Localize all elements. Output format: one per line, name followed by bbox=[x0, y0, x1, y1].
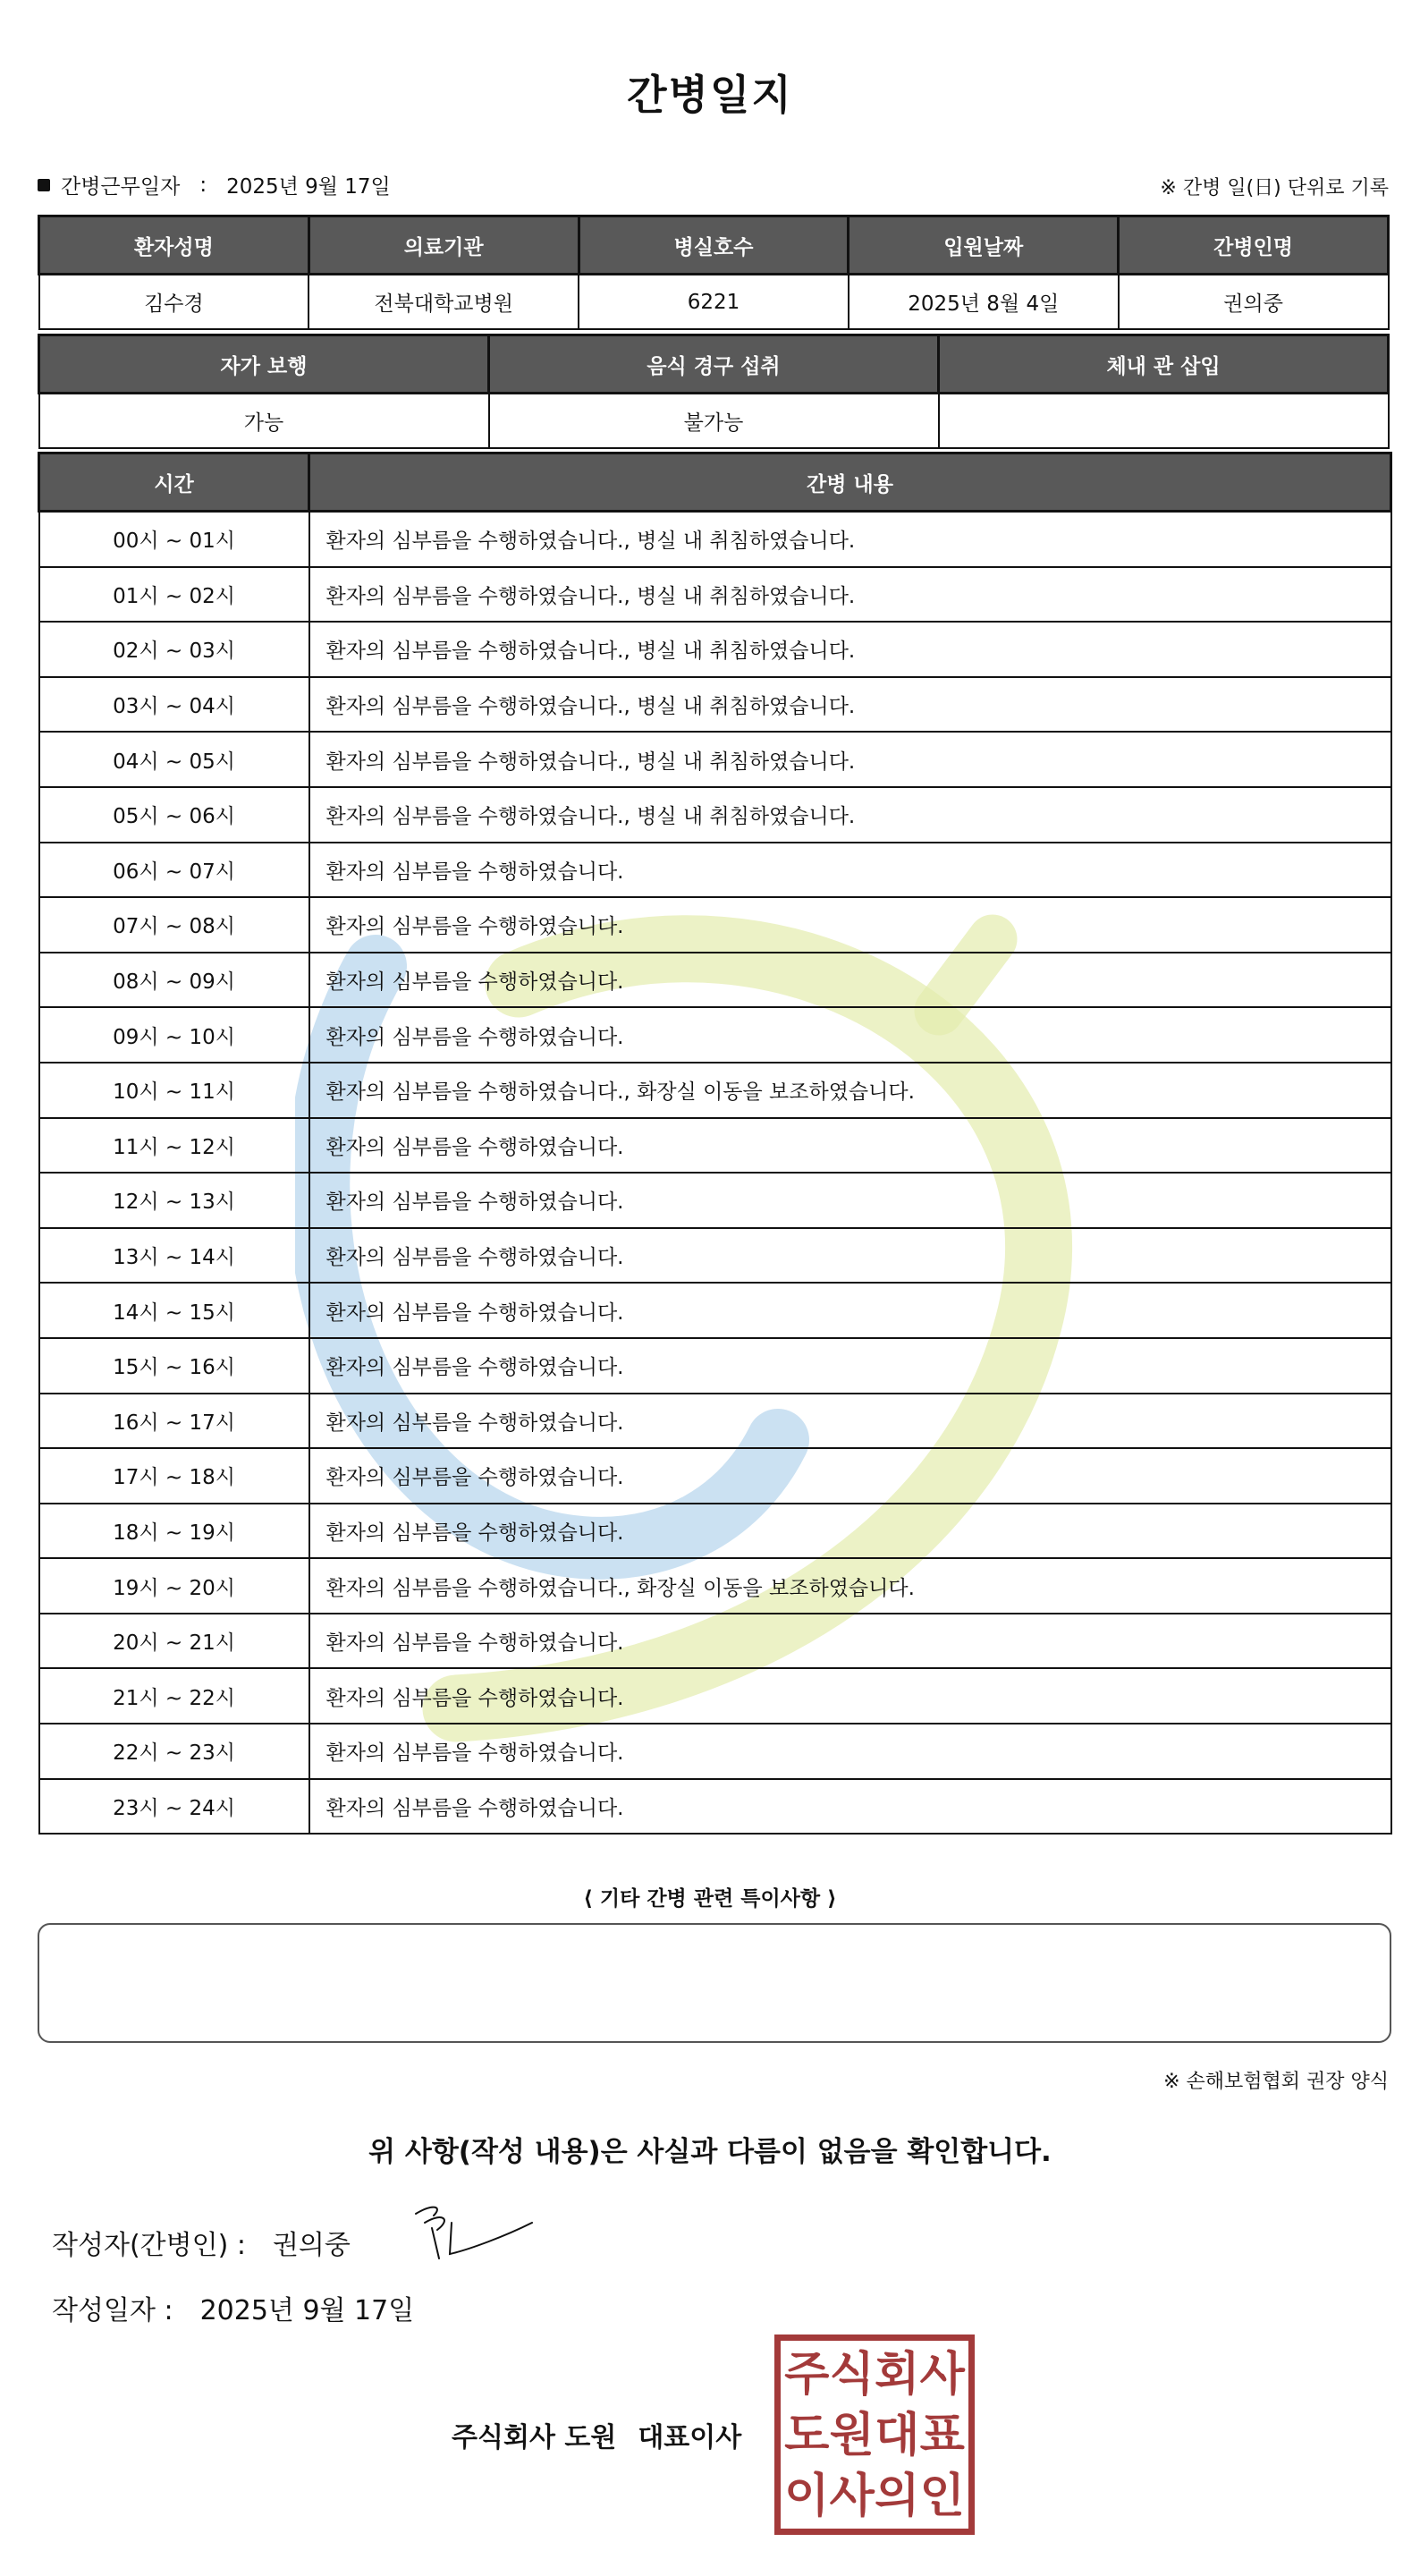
self-walking-value: 가능 bbox=[39, 394, 489, 449]
care-log-time: 11시 ~ 12시 bbox=[39, 1118, 309, 1174]
care-log-row bbox=[39, 843, 1391, 898]
care-log-time: 01시 ~ 02시 bbox=[39, 567, 309, 623]
care-log-content: 환자의 심부름을 수행하였습니다. bbox=[309, 1504, 1391, 1559]
care-log-row bbox=[39, 953, 1391, 1008]
header-caregiver-name: 간병인명 bbox=[1119, 216, 1389, 275]
care-log-row bbox=[39, 1504, 1391, 1559]
care-log-time: 17시 ~ 18시 bbox=[39, 1448, 309, 1504]
care-log-time: 21시 ~ 22시 bbox=[39, 1668, 309, 1724]
care-log-row bbox=[39, 1614, 1391, 1669]
care-log-row bbox=[39, 1448, 1391, 1504]
header-care-content: 간병 내용 bbox=[309, 453, 1391, 512]
care-log-row bbox=[39, 622, 1391, 677]
room-number: 6221 bbox=[579, 275, 849, 330]
care-log-time: 07시 ~ 08시 bbox=[39, 897, 309, 953]
seal-char: 주 bbox=[784, 2348, 830, 2402]
care-log-time: 16시 ~ 17시 bbox=[39, 1394, 309, 1449]
seal-char: 사 bbox=[829, 2470, 875, 2523]
square-bullet-icon bbox=[38, 179, 50, 191]
seal-char: 이 bbox=[784, 2470, 830, 2523]
care-log-content: 환자의 심부름을 수행하였습니다. bbox=[309, 1394, 1391, 1449]
care-log-content: 환자의 심부름을 수행하였습니다. bbox=[309, 1173, 1391, 1228]
seal-char: 사 bbox=[919, 2348, 965, 2402]
care-log-body bbox=[39, 512, 1391, 1835]
work-date-label: 간병근무일자 bbox=[61, 175, 181, 199]
writer-label: 작성자(간병인) : bbox=[52, 2230, 246, 2261]
care-log-time: 04시 ~ 05시 bbox=[39, 732, 309, 787]
care-log-content: 환자의 심부름을 수행하였습니다. bbox=[309, 1614, 1391, 1669]
header-room-number: 병실호수 bbox=[579, 216, 849, 275]
caregiver-name: 권의중 bbox=[1119, 275, 1389, 330]
care-log-row bbox=[39, 732, 1391, 787]
care-log-time: 05시 ~ 06시 bbox=[39, 787, 309, 843]
tube-insertion-value bbox=[939, 394, 1389, 449]
hospital-name: 전북대학교병원 bbox=[309, 275, 579, 330]
seal-char: 대 bbox=[875, 2409, 920, 2462]
care-log-table bbox=[38, 452, 1392, 1835]
care-log-content: 환자의 심부름을 수행하였습니다. bbox=[309, 1668, 1391, 1724]
care-log-time: 13시 ~ 14시 bbox=[39, 1228, 309, 1284]
header-admission-date: 입원날짜 bbox=[849, 216, 1119, 275]
care-log-row bbox=[39, 1118, 1391, 1174]
care-log-time: 10시 ~ 11시 bbox=[39, 1063, 309, 1118]
care-log-content: 환자의 심부름을 수행하였습니다., 병실 내 취침하였습니다. bbox=[309, 787, 1391, 843]
care-log-time: 12시 ~ 13시 bbox=[39, 1173, 309, 1228]
special-notes-label: ⟨ 기타 간병 관련 특이사항 ⟩ bbox=[583, 1887, 837, 1911]
care-log-time: 09시 ~ 10시 bbox=[39, 1007, 309, 1063]
care-log-content: 환자의 심부름을 수행하였습니다., 병실 내 취침하였습니다. bbox=[309, 622, 1391, 677]
seal-char: 의 bbox=[875, 2470, 920, 2523]
writer-row bbox=[52, 2223, 351, 2262]
care-log-content: 환자의 심부름을 수행하였습니다. bbox=[309, 1724, 1391, 1779]
header-time: 시간 bbox=[39, 453, 309, 512]
care-log-time: 14시 ~ 15시 bbox=[39, 1283, 309, 1338]
care-log-content: 환자의 심부름을 수행하였습니다. bbox=[309, 1779, 1391, 1835]
seal-char: 회 bbox=[875, 2348, 920, 2402]
document-title: 간병일지 bbox=[627, 71, 793, 119]
patient-info-header-row bbox=[39, 216, 1389, 275]
care-log-row bbox=[39, 1228, 1391, 1284]
care-log-row bbox=[39, 1558, 1391, 1614]
company-row bbox=[452, 2415, 741, 2454]
care-log-time: 19시 ~ 20시 bbox=[39, 1558, 309, 1614]
seal-char: 식 bbox=[829, 2348, 875, 2402]
confirmation-statement: 위 사항(작성 내용)은 사실과 다름이 없음을 확인합니다. bbox=[368, 2136, 1052, 2168]
company-seal-stamp bbox=[774, 2334, 975, 2535]
care-log-row bbox=[39, 567, 1391, 623]
header-hospital: 의료기관 bbox=[309, 216, 579, 275]
care-log-time: 03시 ~ 04시 bbox=[39, 677, 309, 733]
daily-record-note: ※ 간병 일(日) 단위로 기록 bbox=[1160, 177, 1389, 199]
care-log-content: 환자의 심부름을 수행하였습니다. bbox=[309, 1448, 1391, 1504]
header-self-walking: 자가 보행 bbox=[39, 335, 489, 394]
patient-name: 김수경 bbox=[39, 275, 309, 330]
patient-status-header-row bbox=[39, 335, 1389, 394]
seal-char: 도 bbox=[784, 2409, 830, 2462]
care-log-content: 환자의 심부름을 수행하였습니다. bbox=[309, 1118, 1391, 1174]
care-log-content: 환자의 심부름을 수행하였습니다. bbox=[309, 1007, 1391, 1063]
seal-char: 원 bbox=[829, 2409, 875, 2462]
special-notes-box bbox=[38, 1923, 1391, 2043]
seal-char: 표 bbox=[919, 2409, 965, 2462]
header-oral-intake: 음식 경구 섭취 bbox=[489, 335, 939, 394]
patient-info-table bbox=[38, 215, 1390, 330]
care-log-content: 환자의 심부름을 수행하였습니다. bbox=[309, 1283, 1391, 1338]
care-log-content: 환자의 심부름을 수행하였습니다., 병실 내 취침하였습니다. bbox=[309, 732, 1391, 787]
company-name: 주식회사 도원 bbox=[452, 2422, 617, 2453]
care-log-time: 18시 ~ 19시 bbox=[39, 1504, 309, 1559]
care-log-row bbox=[39, 897, 1391, 953]
care-log-time: 23시 ~ 24시 bbox=[39, 1779, 309, 1835]
care-log-row bbox=[39, 1283, 1391, 1338]
care-log-row bbox=[39, 1173, 1391, 1228]
care-log-content: 환자의 심부름을 수행하였습니다. bbox=[309, 1338, 1391, 1394]
representative-title: 대표이사 bbox=[638, 2422, 742, 2453]
header-tube-insertion: 체내 관 삽입 bbox=[939, 335, 1389, 394]
care-log-header-row bbox=[39, 453, 1391, 512]
care-log-row bbox=[39, 1007, 1391, 1063]
care-log-content: 환자의 심부름을 수행하였습니다. bbox=[309, 1228, 1391, 1284]
care-log-content: 환자의 심부름을 수행하였습니다. bbox=[309, 843, 1391, 898]
admission-date: 2025년 8월 4일 bbox=[849, 275, 1119, 330]
written-date-row bbox=[52, 2288, 414, 2327]
seal-char: 인 bbox=[919, 2470, 965, 2523]
care-log-row bbox=[39, 787, 1391, 843]
care-log-time: 20시 ~ 21시 bbox=[39, 1614, 309, 1669]
recommended-form-note: ※ 손해보험협회 권장 양식 bbox=[1163, 2071, 1389, 2093]
care-log-row bbox=[39, 1724, 1391, 1779]
care-log-content: 환자의 심부름을 수행하였습니다., 화장실 이동을 보조하였습니다. bbox=[309, 1558, 1391, 1614]
care-log-row bbox=[39, 1779, 1391, 1835]
care-log-row bbox=[39, 512, 1391, 567]
care-log-time: 15시 ~ 16시 bbox=[39, 1338, 309, 1394]
oral-intake-value: 불가능 bbox=[489, 394, 939, 449]
patient-status-value-row bbox=[39, 394, 1389, 449]
care-log-time: 22시 ~ 23시 bbox=[39, 1724, 309, 1779]
patient-info-value-row bbox=[39, 275, 1389, 330]
care-log-row bbox=[39, 1668, 1391, 1724]
writer-name: 권의중 bbox=[272, 2230, 351, 2261]
work-date-row bbox=[38, 170, 391, 199]
work-date-value: 2025년 9월 17일 bbox=[226, 175, 391, 199]
written-date-label: 작성일자 : bbox=[52, 2295, 173, 2326]
care-log-row bbox=[39, 1338, 1391, 1394]
care-log-content: 환자의 심부름을 수행하였습니다., 화장실 이동을 보조하였습니다. bbox=[309, 1063, 1391, 1118]
patient-status-table bbox=[38, 334, 1390, 449]
care-log-content: 환자의 심부름을 수행하였습니다., 병실 내 취침하였습니다. bbox=[309, 512, 1391, 567]
care-log-content: 환자의 심부름을 수행하였습니다., 병실 내 취침하였습니다. bbox=[309, 567, 1391, 623]
care-log-time: 08시 ~ 09시 bbox=[39, 953, 309, 1008]
work-date-colon: : bbox=[199, 173, 207, 197]
care-log-time: 00시 ~ 01시 bbox=[39, 512, 309, 567]
care-log-content: 환자의 심부름을 수행하였습니다. bbox=[309, 953, 1391, 1008]
care-log-time: 06시 ~ 07시 bbox=[39, 843, 309, 898]
care-log-time: 02시 ~ 03시 bbox=[39, 622, 309, 677]
care-log-row bbox=[39, 1394, 1391, 1449]
care-log-row bbox=[39, 677, 1391, 733]
handwritten-signature bbox=[407, 2196, 541, 2267]
written-date-value: 2025년 9월 17일 bbox=[199, 2295, 415, 2326]
care-log-content: 환자의 심부름을 수행하였습니다. bbox=[309, 897, 1391, 953]
care-log-row bbox=[39, 1063, 1391, 1118]
care-log-content: 환자의 심부름을 수행하였습니다., 병실 내 취침하였습니다. bbox=[309, 677, 1391, 733]
header-patient-name: 환자성명 bbox=[39, 216, 309, 275]
